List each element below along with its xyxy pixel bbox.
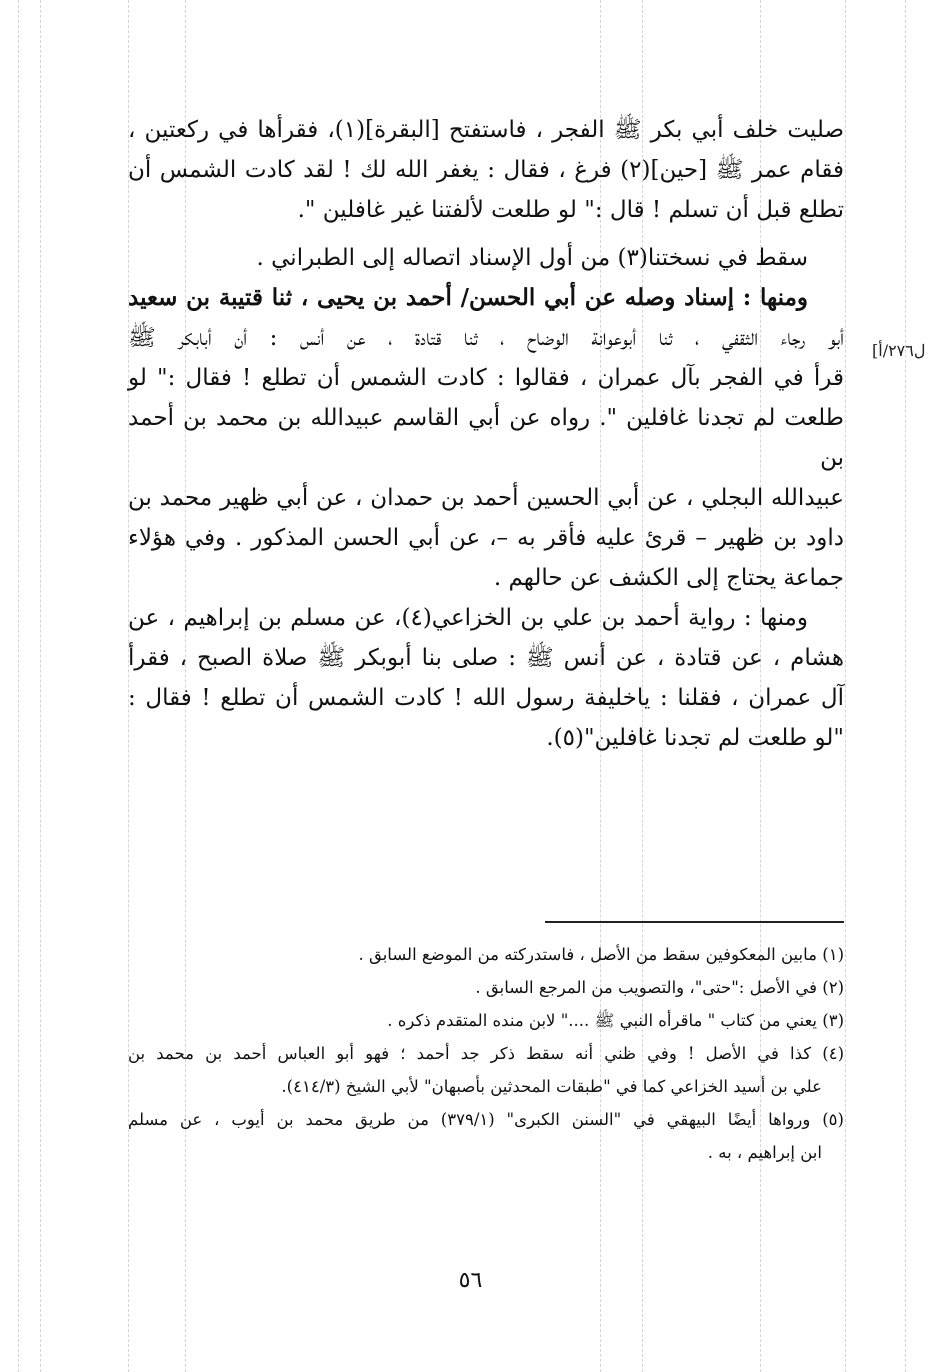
guide-line bbox=[40, 0, 41, 1372]
footnote: (١) مابين المعكوفين سقط من الأصل ، فاستدركته من الموضع السابق . bbox=[358, 945, 844, 964]
body-line: صليت خلف أبي بكر ﷺ الفجر ، فاستفتح [البقرة](١)، فقرأها في ركعتين ، bbox=[128, 117, 844, 143]
body-line: أبو رجاء الثقفي ، ثنا أبوعوانة الوضاح ، ثنا قتادة ، عن أنس : أن أبابكر ﷺ bbox=[128, 325, 844, 352]
body-line: فقام عمر ﷺ [حين](٢) فرغ ، فقال : يغفر الله لك ! لقد كادت الشمس أن bbox=[128, 157, 844, 184]
body-line: طلعت لم تجدنا غافلين ". رواه عن أبي القاسم عبيدالله بن محمد بن أحمد بن bbox=[128, 405, 844, 472]
footnote: (٤) كذا في الأصل ! وفي ظني أنه سقط ذكر جد أحمد ؛ فهو أبو العباس أحمد بن محمد بن bbox=[128, 1044, 844, 1063]
footnote: (٢) في الأصل :"حتى"، والتصويب من المرجع السابق . bbox=[475, 978, 844, 997]
footnote: (٥) ورواها أيضًا البيهقي في "السنن الكبرى" (٣٧٩/١) من طريق محمد بن أيوب ، عن مسلم bbox=[128, 1110, 844, 1129]
main-text-block bbox=[128, 110, 844, 758]
body-line: داود بن ظهير – قرئ عليه فأقر به –، عن أبي الحسن المذكور . وفي هؤلاء bbox=[128, 525, 844, 552]
footnotes-block bbox=[128, 938, 844, 1169]
paragraph-gap bbox=[128, 230, 844, 238]
body-line: هشام ، عن قتادة ، عن أنس ﷺ : صلى بنا أبوبكر ﷺ صلاة الصبح ، فقرأ bbox=[128, 645, 844, 672]
guide-line bbox=[18, 0, 19, 1372]
guide-line bbox=[905, 0, 906, 1372]
footnote: (٣) يعني من كتاب " ماقرأه النبي ﷺ ...." لابن منده المتقدم ذكره . bbox=[387, 1011, 844, 1030]
page-number: ٥٦ bbox=[458, 1268, 483, 1293]
body-line: قرأ في الفجر بآل عمران ، فقالوا : كادت الشمس أن تطلع ! فقال :" لو bbox=[128, 365, 844, 392]
body-line: ومنها : رواية أحمد بن علي بن الخزاعي(٤)، عن مسلم بن إبراهيم ، عن bbox=[128, 605, 808, 632]
footnote-continuation: علي بن أسيد الخزاعي كما في "طبقات المحدثين بأصبهان" لأبي الشيخ (٤١٤/٣). bbox=[281, 1077, 822, 1096]
footnote-continuation: ابن إبراهيم ، به . bbox=[707, 1143, 822, 1162]
margin-folio-note: ل٢٧٦/أ] bbox=[872, 341, 926, 360]
body-line: تطلع قبل أن تسلم ! قال :" لو طلعت لألفتنا غير غافلين ". bbox=[297, 197, 844, 224]
body-line: آل عمران ، فقلنا : ياخليفة رسول الله ! كادت الشمس أن تطلع ! فقال : bbox=[128, 685, 844, 712]
body-line: عبيدالله البجلي ، عن أبي الحسين أحمد بن حمدان ، عن أبي ظهير محمد بن bbox=[128, 485, 844, 512]
guide-line bbox=[845, 0, 846, 1372]
body-line: "لو طلعت لم تجدنا غافلين"(٥). bbox=[546, 725, 844, 752]
body-line: ومنها : إسناد وصله عن أبي الحسن/ أحمد بن يحيى ، ثنا قتيبة بن سعيد bbox=[128, 284, 808, 312]
body-line: جماعة يحتاج إلى الكشف عن حالهم . bbox=[493, 565, 844, 592]
body-line: سقط في نسختنا(٣) من أول الإسناد اتصاله إلى الطبراني . bbox=[256, 245, 808, 272]
footnote-separator bbox=[545, 921, 844, 923]
